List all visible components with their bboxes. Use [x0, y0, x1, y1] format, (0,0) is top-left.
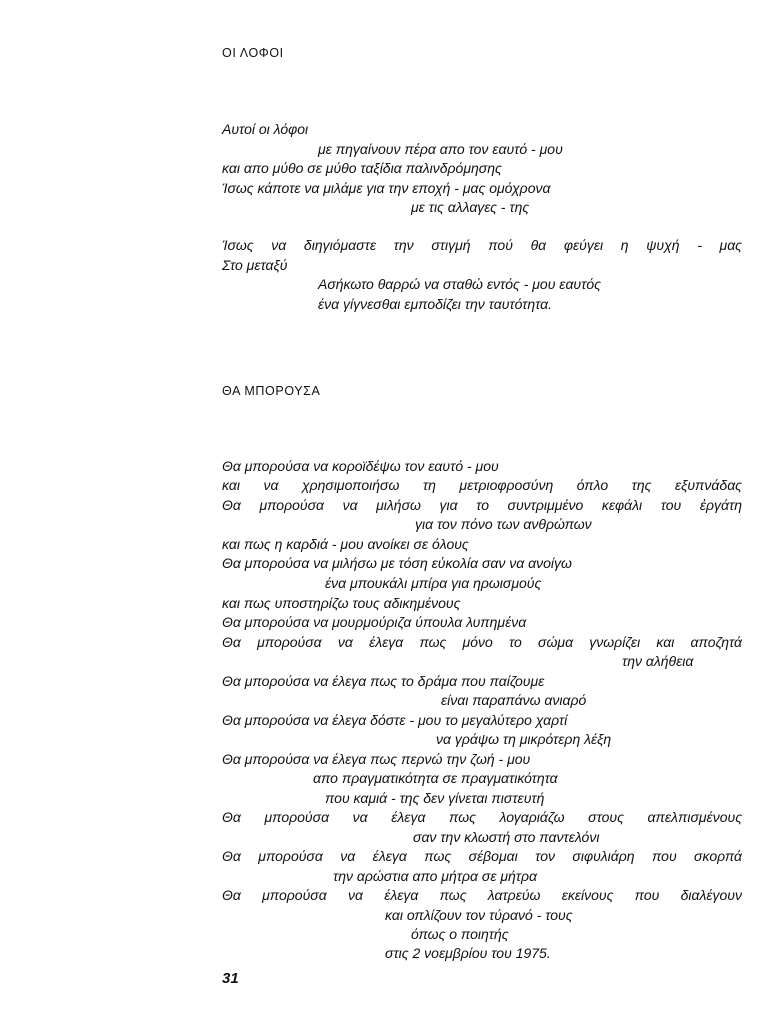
poem-line: Θα μπορούσα να έλεγα πως σέβομαι τον σιφυλιάρη που σκορπά [222, 848, 742, 864]
poem-line: Θα μπορούσα να μιλήσω με τόση εὐκολία σαν να ανοίγω [222, 555, 572, 571]
poem-line: την αρώστια απο μήτρα σε μήτρα [333, 868, 538, 884]
poem-line: σαν την κλωστή στο παντελόνι [413, 829, 600, 845]
poem-line: Ίσως κάποτε να μιλάμε για την εποχή - μας ομόχρονα [222, 180, 551, 196]
poem-line: Θα μπορούσα να έλεγα πως το δράμα που παίζουμε [222, 673, 545, 689]
poem-title-i-could: ΘΑ ΜΠΟΡΟΥΣΑ [222, 384, 321, 398]
poem-line: Θα μπορούσα να μιλήσω για το συντριμμένο κεφάλι του ἐργάτη [222, 497, 742, 513]
poem-line: Αυτοί οι λόφοι [222, 121, 309, 137]
poem-line: και πως η καρδιά - μου ανοίκει σε όλους [222, 536, 469, 552]
poem-line: Θα μπορούσα να έλεγα πως περνώ την ζωή - μου [222, 751, 531, 767]
poem-line: Θα μπορούσα να έλεγα πως μόνο το σώμα γνωρίζει και αποζητά [222, 634, 742, 650]
poem-line: όπως ο ποιητής [411, 926, 509, 942]
page-number: 31 [222, 970, 239, 987]
poem-line: την αλήθεια [622, 653, 694, 669]
poem-line: ένα γίγνεσθαι εμποδίζει την ταυτότητα. [318, 296, 553, 312]
poem-line: για τον πόνο των ανθρώπων [415, 516, 592, 532]
poem-line: και οπλίζουν τον τύρανό - τους [385, 907, 573, 923]
poem-line: στις 2 νοεμβρίου του 1975. [385, 945, 551, 961]
poem-line: να γράψω τη μικρότερη λέξη [436, 731, 612, 747]
poem-line: απο πραγματικότητα σε πραγματικότητα [313, 770, 558, 786]
poem-line: και να χρησιμοποιήσω τη μετριοφροσύνη όπλο της εξυπνάδας [222, 477, 742, 493]
poem-line: και πως υποστηρίζω τους αδικημένους [222, 595, 461, 611]
poem-line: με τις αλλαγες - της [411, 199, 530, 215]
poem-line: Ίσως να διηγιόμαστε την στιγμή πού θα φεύγει η ψυχή - μας [222, 237, 742, 253]
poem-line: Θα μπορούσα να έλεγα πως λατρεύω εκείνους που διαλέγουν [222, 887, 742, 903]
poem-line: είναι παραπάνω ανιαρό [441, 692, 587, 708]
poem-line: Θα μπορούσα να έλεγα δόστε - μου το μεγαλύτερο χαρτί [222, 712, 568, 728]
poem-line: Ασήκωτο θαρρώ να σταθώ εντός - μου εαυτός [318, 276, 601, 292]
poem-line: Στο μεταξύ [222, 257, 288, 273]
poem-line: και απο μύθο σε μύθο ταξίδια παλινδρόμησης [222, 160, 502, 176]
poem-line: με πηγαίνουν πέρα απο τον εαυτό - μου [318, 141, 563, 157]
poem-line: Θα μπορούσα να έλεγα πως λογαριάζω στους απελπισμένους [222, 809, 742, 825]
poem-line: Θα μπορούσα να κοροϊδέψω τον εαυτό - μου [222, 458, 499, 474]
poem-title-hills: ΟΙ ΛΟΦΟΙ [222, 46, 284, 60]
poem-line: ένα μπουκάλι μπίρα για ηρωισμούς [325, 575, 542, 591]
poem-line: Θα μπορούσα να μουρμούριζα ύπουλα λυπημένα [222, 614, 527, 630]
poem-line: που καμιά - της δεν γίνεται πιστευτή [325, 790, 545, 806]
